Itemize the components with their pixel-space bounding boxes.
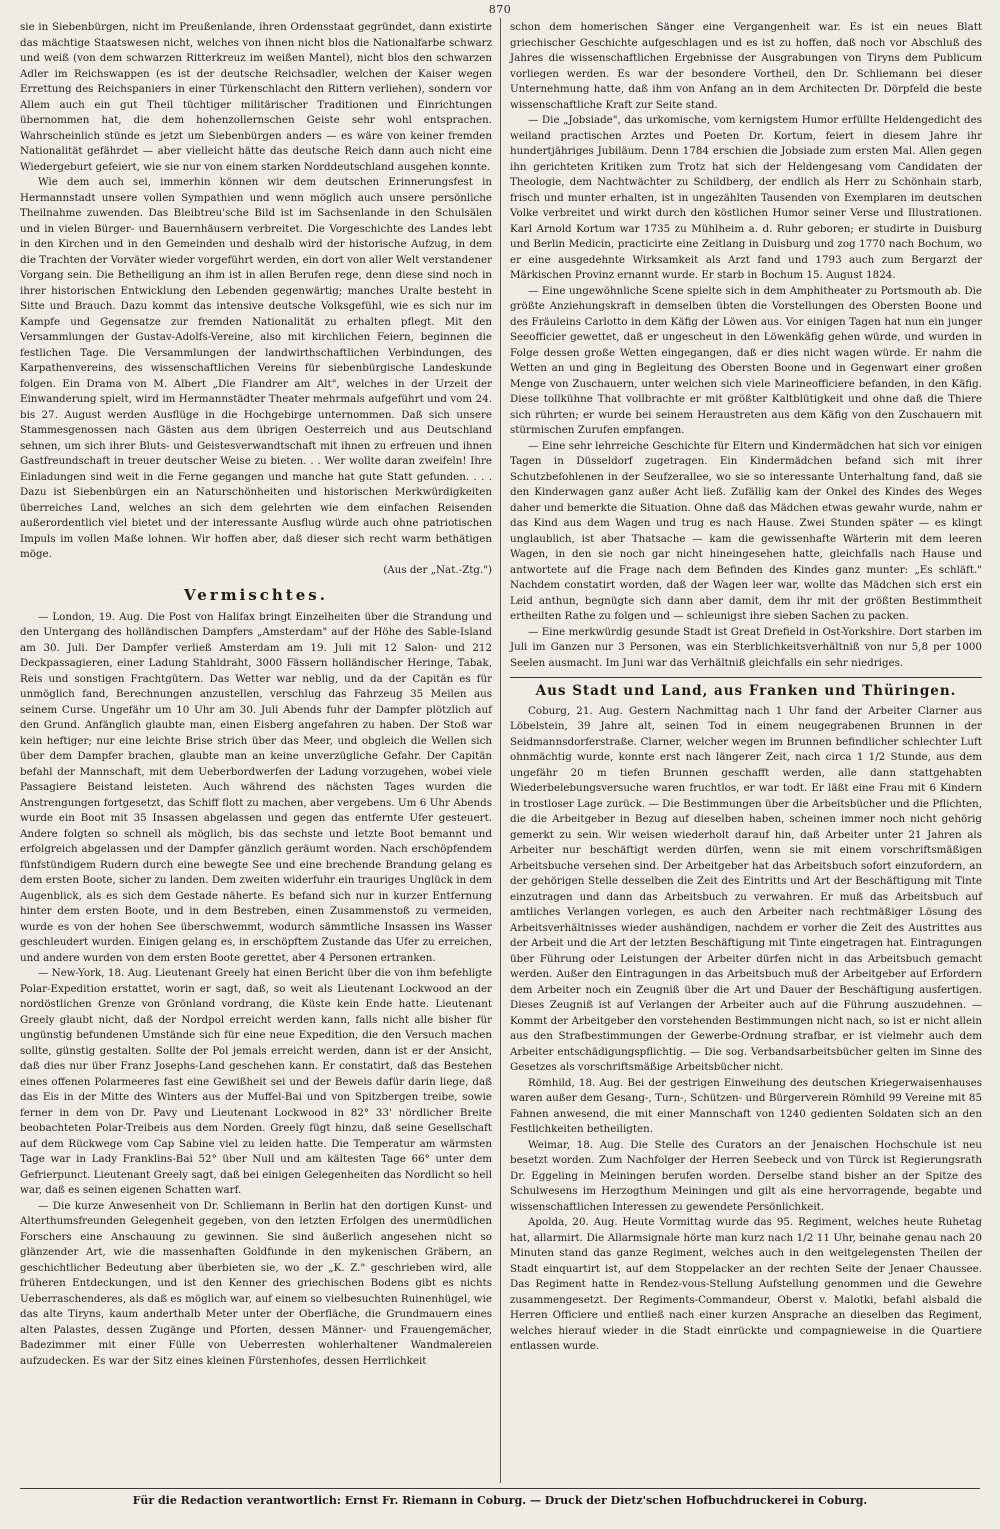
column-divider <box>500 18 501 1483</box>
source-signoff: (Aus der „Nat.-Ztg.") <box>383 563 492 576</box>
section-heading-vermischtes: Vermischtes. <box>184 586 328 604</box>
right-column <box>510 20 982 1355</box>
news-item: — New-York, 18. Aug. Lieutenant Greely hat einen Bericht über die von ihm befehligte Polar-Expedition erstattet, worin er sagt, daß, so weit als Lieutenant Lockwood an der nordöstlichen Grenze von Grönland vordrang, die Küste kein Ende hatte. Lieutenant Greely glaubt nicht, daß der Nordpol erreicht werden kann, falls nicht alle bisher für ungünstig befundenen Umstände sich für eine neue Expedition, die den Versuch machen sollte, günstig gestalten. Sollte der Pol jemals erreicht werden, dann ist er der Ansicht, daß dies nur über Franz Josephs-Land geschehen kann. Er constatirt, daß das Bestehen eines offenen Polarmeeres fast eine Gewißheit sei und der Beweis dafür darin liege, daß das Eis in der Mitte des Winters aus der Muffel-Bai und von Spitzbergen treibe, sowie ferner in dem von Dr. Pavy und Lieutenant Lockwood in 82° 33' nördlicher Breite beobachteten Polar-Treibeis aus dem Norden. Greely fügt hinzu, daß seine Gesellschaft auf dem Rückwege vom Cap Sabine viel zu leiden hatte. Die Temperatur am wärmsten Tage war in Lady Franklins-Bai 52° über Null und am kältesten Tage 66° unter dem Gefrierpunct. Lieutenant Greely sagt, daß bei einigen Gelegenheiten das Nordlicht so hell war, daß es seinen eigenen Schatten warf. <box>20 967 492 1196</box>
left-column <box>20 20 492 1369</box>
news-item: Apolda, 20. Aug. Heute Vormittag wurde das 95. Regiment, welches heute Ruhetag hat, allarmirt. Die Allarmsignale hörte man kurz nach 1/2 11 Uhr, beinahe genau nach 20 Minuten stand das ganze Regiment, welches auch in den weitgelegensten Theilen der Stadt einquartirt ist, auf dem Stoppelacker an der rechten Seite der Jenaer Chaussee. Das Regiment hatte in Rendez-vous-Stellung Aufstellung genommen und die Gewehre zusammengesetzt. Der Regiments-Commandeur, Oberst v. Malotki, befahl alsbald die Herren Officiere und entließ nach einer kurzen Ansprache an dieselben das Regiment, welches hierauf wieder in die Stadt einrückte und compagnieweise in die Quartiere entlassen wurde. <box>510 1216 982 1352</box>
section-heading-regional: Aus Stadt und Land, aus Franken und Thüringen. <box>535 683 957 699</box>
section-divider <box>510 677 982 678</box>
page-number: 870 <box>488 3 512 16</box>
imprint-footer: Für die Redaction verantwortlich: Ernst Fr. Riemann in Coburg. — Druck der Dietz'schen Hofbuchdruckerei in Coburg. <box>132 1494 868 1507</box>
article-paragraph: schon dem homerischen Sänger eine Vergangenheit war. Es ist ein neues Blatt griechischer Geschichte aufgeschlagen und es ist zu hoffen, daß noch vor Abschluß des Jahres die wissenschaftlichen Ergebnisse der Ausgrabungen von Tiryns dem Publicum vorliegen werden. Es war der besondere Vortheil, den Dr. Schliemann bei dieser Unternehmung hatte, daß ihm von Anfang an in dem Architecten Dr. Dörpfeld die beste wissenschaftliche Kraft zur Seite stand. <box>510 21 982 111</box>
news-item: Weimar, 18. Aug. Die Stelle des Curators an der Jenaischen Hochschule ist neu besetzt worden. Zum Nachfolger der Herren Seebeck und von Türck ist Regierungsrath Dr. Eggeling in Meiningen berufen worden. Derselbe stand bisher an der Spitze des Schulwesens im Herzogthum Meiningen und gilt als eine hervorragende, begabte und wissenschaftlichen Interessen zu gewendete Persönlichkeit. <box>510 1138 982 1213</box>
footer-divider <box>20 1488 980 1489</box>
news-item: Römhild, 18. Aug. Bei der gestrigen Einweihung des deutschen Kriegerwaisenhauses waren außer dem Gesang-, Turn-, Schützen- und Bürgerverein Römhild 99 Vereine mit 85 Fahnen anwesend, die mit einer Mannschaft von 1240 gedienten Soldaten sich an den Festlichkeiten betheiligten. <box>510 1076 982 1135</box>
news-item: — Eine sehr lehrreiche Geschichte für Eltern und Kindermädchen hat sich vor einigen Tagen in Düsseldorf zugetragen. Ein Kindermädchen befand sich mit ihrer Schutzbefohlenen in der Seufzerallee, wo sie so interessante Unterhaltung fand, daß sie den Kinderwagen ganz außer Acht ließ. Zufällig kam der Onkel des Kindes des Weges daher und bemerkte die Situation. Ohne daß das Mädchen etwas gewahr wurde, nahm er das Kind aus dem Wagen und trug es nach Hause. Zwei Stunden später — es klingt unglaublich, ist aber Thatsache — kam die gewissenhafte Wärterin mit dem leeren Wagen, in den sie noch gar nicht hineingesehen hatte, gleichfalls nach Hause und antwortete auf die Frage nach dem Befinden des Kindes ganz munter: „Es schläft." Nachdem constatirt worden, daß der Wagen leer war, wollte das Mädchen sich erst ein Leid anthun, begnügte sich dann aber damit, dem ihr mit der größten Bestimmtheit ertheilten Rathe zu folgen und — schleunigst ihre sieben Sachen zu packen. <box>510 439 982 622</box>
news-item: — Eine merkwürdig gesunde Stadt ist Great Drefield in Ost-Yorkshire. Dort starben im Juli im Ganzen nur 3 Personen, was ein Sterblichkeitsverhältniß von nur 5,8 per 1000 Seelen ausmacht. Im Juni war das Verhältniß gleichfalls ein sehr niedriges. <box>510 625 982 669</box>
article-paragraph: sie in Siebenbürgen, nicht im Preußenlande, ihren Ordensstaat gegründet, dann existirte das mächtige Staatswesen nicht, welches von ihnen nicht blos die Nationalfarbe schwarz und weiß (von dem schwarzen Ritterkreuz im weißen Mantel), nicht blos den schwarzen Adler im Reichswappen (es ist der deutsche Reichsadler, welchen der Kaiser wegen Errettung des Reichspaniers in einer Türkenschlacht den Rittern verliehen), sondern vor Allem auch ein gut Theil tüchtiger militärischer Traditionen und Einrichtungen übernommen hat, die dem hohenzollernschen Geiste sehr wohl entsprachen. Wahrscheinlich stünde es jetzt um Siebenbürgen anders — es wäre von keiner fremden Nationalität gefährdet — aber vielleicht hätte das deutsche Reich dann auch nicht eine Wiedergeburt gefeiert, wie sie nur von einem starken Norddeutschland ausgehen konnte. <box>20 21 492 173</box>
news-item: — Eine ungewöhnliche Scene spielte sich in dem Amphitheater zu Portsmouth ab. Die größte Anziehungskraft in demselben übten die Vorstellungen des Obersten Boone und des Fräuleins Carlotto in dem Käfig der Löwen aus. Vor einigen Tagen hat nun ein junger Seeofficier gewettet, daß er ungescheut in den Löwenkäfig gehen würde, und wurden in Folge dessen große Wetten eingegangen, daß er dies nicht wagen würde. Er nahm die Wetten an und ging in Begleitung des Obersten Boone und in Gegenwart einer großen Menge von Zuschauern, unter welchen sich viele Marineofficiere befanden, in den Käfig. Diese tollkühne That vollbrachte er mit größter Kaltblütigkeit und ohne daß die Thiere sich rührten; er wurde bei seinem Heraustreten aus dem Käfig von den Zuschauern mit stürmischen Zurufen empfangen. <box>510 284 982 436</box>
news-item: Coburg, 21. Aug. Gestern Nachmittag nach 1 Uhr fand der Arbeiter Clarner aus Löbelstein, 39 Jahre alt, seinen Tod in einem neugegrabenen Brunnen in der Seidmannsdorferstraße. Clarner, welcher wegen im Brunnen befindlicher schlechter Luft ohnmächtig wurde, konnte erst nach längerer Zeit, nach circa 1 1/2 Stunde, aus dem ungefähr 20 m tiefen Brunnen geschafft werden, alle dann stattgehabten Wiederbelebungsversuche waren fruchtlos, er war todt. Er läßt eine Frau mit 6 Kindern in trostloser Lage zurück. — Die Bestimmungen über die Arbeitsbücher und die Pflichten, die die Arbeitgeber in Bezug auf dieselben haben, scheinen immer noch nicht gehörig gemerkt zu sein. Wir weisen wiederholt darauf hin, daß Arbeiter unter 21 Jahren als Arbeiter nur beschäftigt werden dürfen, wenn sie mit einem vorschriftsmäßigen Arbeitsbuche versehen sind. Der Arbeitgeber hat das Arbeitsbuch sofort einzufordern, an der gehörigen Stelle desselben die Zeit des Eintritts und Art der Beschäftigung mit Tinte einzutragen und dann das Arbeitsbuch zu verwahren. Er muß das Arbeitsbuch auf amtliches Verlangen vorlegen, es auch den Arbeiter nach rechtmäßiger Lösung des Arbeitsverhältnisses wieder aushändigen, nachdem er vorher die Zeit des Austrittes aus der Arbeit und die Art der letzten Beschäftigung mit Tinte eingetragen hat. Eintragungen über Führung oder Leistungen der Arbeiter dürfen nicht in das Arbeitsbuch gemacht werden. Außer den Eintragungen in das Arbeitsbuch muß der Arbeitgeber auf Erfordern dem Arbeiter noch ein Zeugniß über die Art und Dauer der Beschäftigung ausfertigen. Dieses Zeugniß ist auf Verlangen der Arbeiter auch auf die Führung auszudehnen. — Kommt der Arbeitgeber den vorstehenden Bestimmungen nicht nach, so ist er nicht allein aus den Strafbestimmungen der Gewerbe-Ordnung strafbar, er ist vielmehr auch dem Arbeiter entschädigungspflichtig. — Die sog. Verbandsarbeitsbücher gelten im Sinne des Gesetzes als vorschriftsmäßige Arbeitsbücher nicht. <box>510 704 982 1073</box>
news-item: — London, 19. Aug. Die Post von Halifax bringt Einzelheiten über die Strandung und den Untergang des holländischen Dampfers „Amsterdam" auf der Höhe des Sable-Island am 30. Juli. Der Dampfer verließ Amsterdam am 19. Juli mit 12 Salon- und 212 Deckpassagieren, einer Ladung Stahldraht, 3000 Fässern holländischer Heringe, Tabak, Reis und sonstigen Frachtgütern. Das Wetter war neblig, und da der Capitän es für unmöglich fand, Berechnungen anzustellen, verschlug das Fahrzeug 35 Meilen aus seinem Curse. Ungefähr um 10 Uhr am 30. Juli Abends fuhr der Dampfer plötzlich auf den Grund. Anfänglich glaubte man, einen Eisberg angefahren zu haben. Der Stoß war kein heftiger; nur eine leichte Brise strich über das Meer, und obgleich die Wellen sich über dem Dampfer brachen, glaubte man an keine unverzügliche Gefahr. Der Capitän befahl der Mannschaft, mit dem Ueberbordwerfen der Ladung vorzugehen, wobei viele Passagiere Beistand leisteten. Auch während des nächsten Tages wurden die Anstrengungen fortgesetzt, das Schiff flott zu machen, aber vergebens. Um 6 Uhr Abends wurde ein Boot mit 35 Insassen abgelassen und gegen das entfernte Ufer gesteuert. Andere folgten so schnell als möglich, bis das sechste und letzte Boot bemannt und erfolgreich abgelassen und der Dampfer gänzlich geräumt worden. Nach erschöpfendem fünfstündigem Rudern durch eine bewegte See und eine brechende Brandung gelang es dem ersten Boote, sicher zu landen. Dem zweiten widerfuhr ein trauriges Unglück in dem Augenblick, als es sich dem Gestade näherte. Es befand sich nur in kurzer Entfernung hinter dem ersten Boote, und in dem Bestreben, einen Zusammenstoß zu vermeiden, wurde es von der hohen See überschwemmt, wodurch sämmtliche Insassen ins Wasser geschleudert wurden. Einigen gelang es, in erschöpftem Zustande das Ufer zu erreichen, und andere wurden von dem ersten Boote gerettet, aber 4 Personen ertranken. <box>20 610 492 964</box>
article-paragraph: Wie dem auch sei, immerhin können wir dem deutschen Erinnerungsfest in Hermannstadt unsere vollen Sympathien und wenn möglich auch unsere persönliche Theilnahme zuwenden. Das Bleibtreu'sche Bild ist im Sachsenlande in den Schulsälen und in vielen Bürger- und Bauernhäusern verbreitet. Die Vorgeschichte des Landes lebt in den Kirchen und in den Gemeinden und deshalb wird der historische Aufzug, in dem die Trachten der Vorväter wieder vorgeführt werden, ein dort von aller Welt verstandener Vorgang sein. Die Betheiligung an ihm ist in allen Berufen rege, denn diese sind noch in ihrer historischen Entwicklung den Lebenden gegenwärtig; manches Uralte besteht in Sitte und Brauch. Dazu kommt das intensive deutsche Volksgefühl, wie es sich nur im Kampfe und Gegensatze zur fremden Nationalität zu erhalten pflegt. Mit den Versammlungen der Gustav-Adolfs-Vereine, also mit kirchlichen Feiern, beginnen die festlichen Tage. Die Versammlungen der landwirthschaftlichen Verbindungen, des Karpathenvereins, des wissenschaftlichen Vereins für siebenbürgische Landeskunde folgen. Ein Drama von M. Albert „Die Flandrer am Alt", welches in der Urzeit der Einwanderung spielt, wird im Hermannstädter Theater mehrmals aufgeführt und vom 24. bis 27. August werden Ausflüge in die Hochgebirge unternommen. Daß sich unsere Stammesgenossen nach Gästen aus dem übrigen Oesterreich und aus Deutschland sehnen, um sich ihrer Bluts- und Geistesverwandtschaft mit ihnen zu erfreuen und ihnen Gastfreundschaft in treuer deutscher Weise zu bieten. . . Wer wollte daran zweifeln! Ihre Einladungen sind weit in die Ferne gegangen und manche hat gute Statt gefunden. . . . Dazu ist Siebenbürgen ein an Naturschönheiten und historischen Merkwürdigkeiten überreiches Land, welches an sich dem gelehrten wie dem einfachen Reisenden außerordentlich viel bietet und der interessante Ausflug würde auch ohne patriotischen Impuls im vollen Maße lohnen. Wir hoffen aber, daß dieser sich recht warm bethätigen möge. <box>20 176 492 560</box>
news-item: — Die „Jobsiade", das urkomische, vom kernigstem Humor erfüllte Heldengedicht des weiland practischen Arztes und Poeten Dr. Kortum, feiert in diesem Jahre ihr hundertjähriges Jubiläum. Denn 1784 erschien die Jobsiade zum ersten Mal. Allen gegen ihn gerichteten Kritiken zum Trotz hat sich der Heldengesang vom Candidaten der Theologie, dem Nachtwächter zu Schildberg, der endlich als Herr zu Schönhain starb, frisch und munter erhalten, ist in ungezählten Tausenden von Exemplaren im deutschen Volke verbreitet und wirkt durch den köstlichen Humor seiner Verse und Illustrationen. Karl Arnold Kortum war 1735 zu Mühlheim a. d. Ruhr geboren; er studirte in Duisburg und Berlin Medicin, practicirte eine Zeitlang in Duisburg und zog 1770 nach Bochum, wo er eine ausgedehnte Wirksamkeit als Arzt fand und 1793 auch zum Bergarzt der Märkischen Provinz ernannt wurde. Er starb in Bochum 15. August 1824. <box>510 114 982 281</box>
news-item: — Die kurze Anwesenheit von Dr. Schliemann in Berlin hat den dortigen Kunst- und Alterthumsfreunden Gelegenheit gegeben, von den letzten Erfolgen des unermüdlichen Forschers eine Anschauung zu gewinnen. Sie sind äußerlich angesehen nicht so glänzender Art, wie die massenhaften Goldfunde in den mykenischen Gräbern, an geschichtlicher Bedeutung aber überbieten sie, wo der „K. Z." geschrieben wird, alle früheren Entdeckungen, und ist den Kenner des griechischen Bodens gibt es nichts Ueberraschenderes, als daß es möglich war, auf einem so vielbesuchten Ruinenhügel, wie das alte Tiryns, kaum anderthalb Meter unter der Oberfläche, die Grundmauern eines alten Palastes, dessen Zugänge und Pforten, dessen Männer- und Frauengemächer, Badezimmer mit einer Fülle von Ueberresten wohlerhaltener Wandmalereien aufzudecken. Es war der Sitz eines kleinen Fürstenhofes, dessen Herrlichkeit <box>20 1199 492 1367</box>
